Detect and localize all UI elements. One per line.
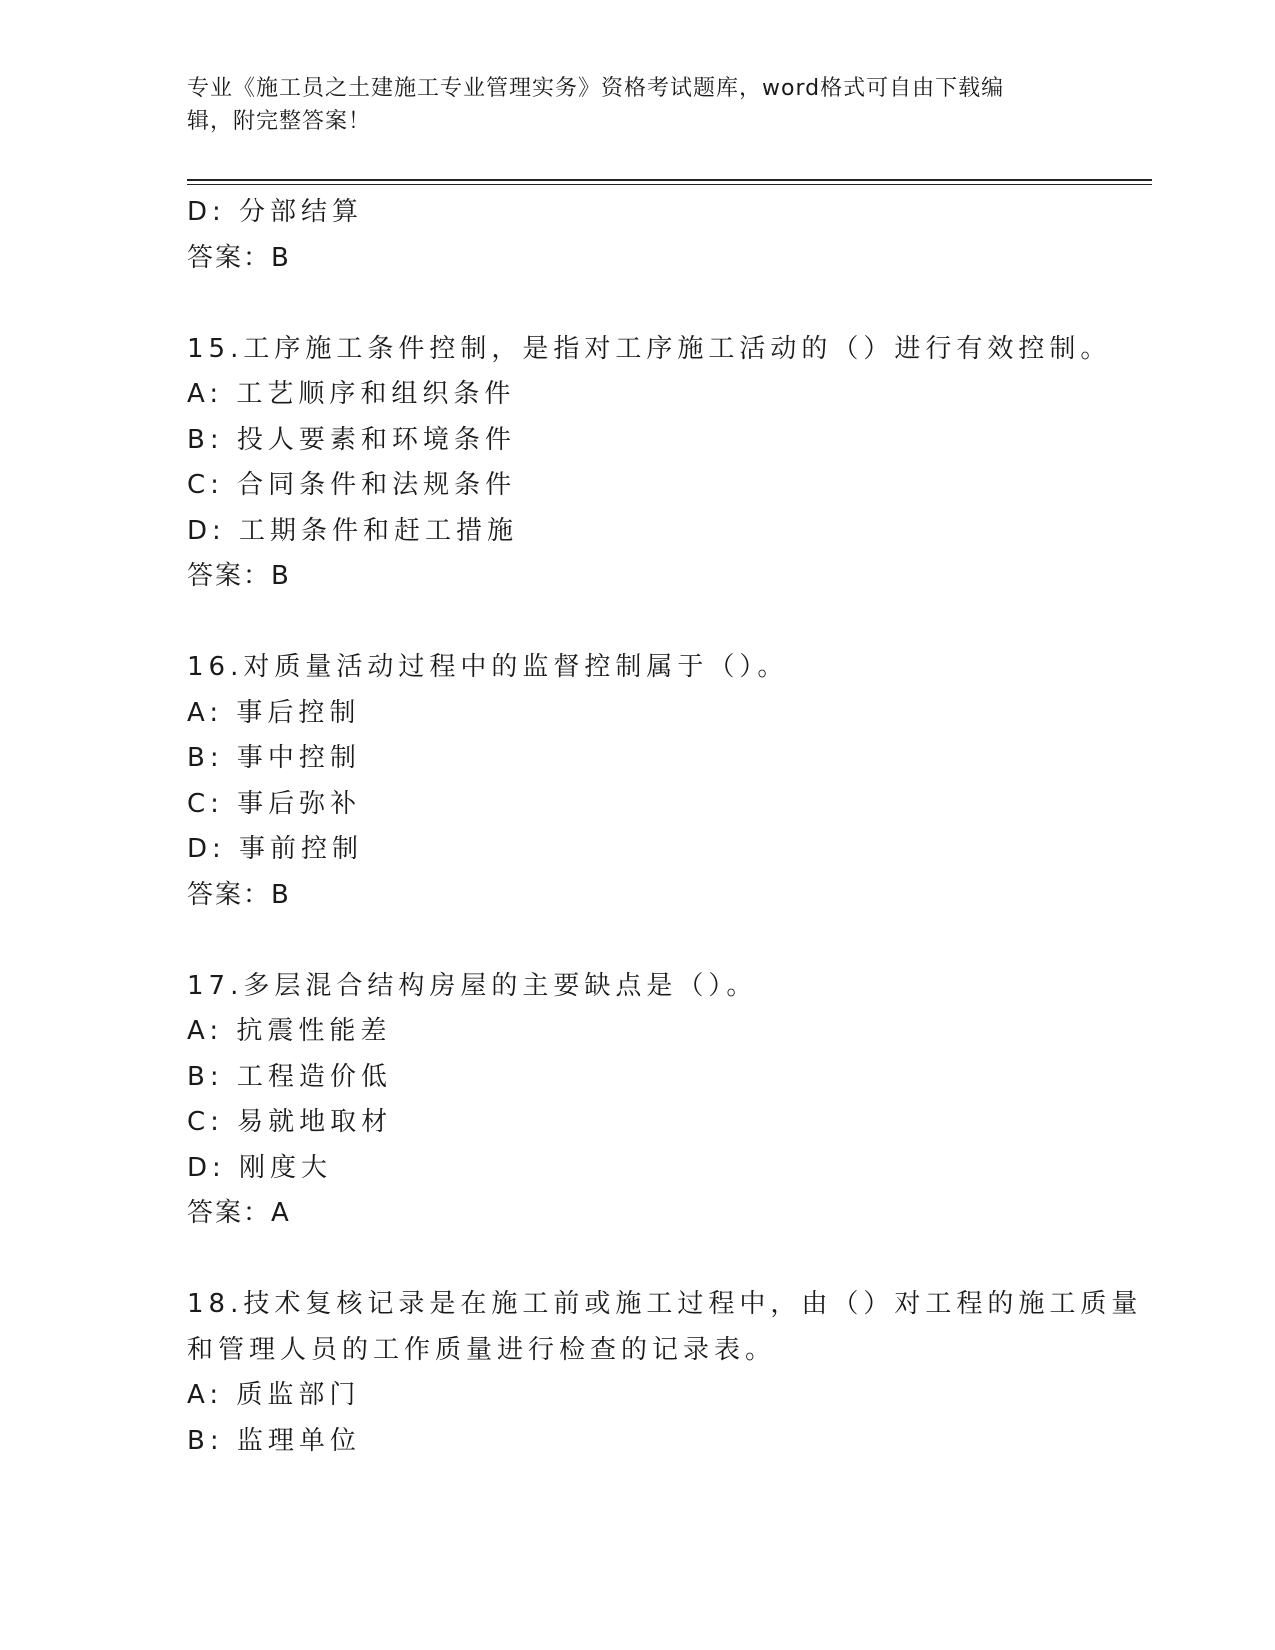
question-text: 和管理人员的工作质量进行检查的记录表。 <box>187 1334 777 1365</box>
block-spacer <box>187 1237 1087 1283</box>
option-text: B: 事中控制 <box>187 743 361 773</box>
header-line-1: 专业《施工员之土建施工专业管理实务》资格考试题库，word格式可自由下载编 <box>187 76 1005 101</box>
question-text: 15.工序施工条件控制，是指对工序施工活动的（）进行有效控制。 <box>187 333 1112 364</box>
option-text: C: 易就地取材 <box>187 1107 393 1137</box>
answer-text: 答案：B <box>187 879 291 910</box>
option-text: B: 投人要素和环境条件 <box>187 424 516 455</box>
header-rule-thin <box>187 184 1152 185</box>
option-text: A: 质监部门 <box>187 1380 361 1410</box>
block-spacer <box>187 281 1087 327</box>
question-text: 18.技术复核记录是在施工前或施工过程中，由（）对工程的施工质量 <box>187 1289 1143 1319</box>
header-line-2: 辑，附完整答案！ <box>187 109 372 134</box>
block-spacer <box>187 600 1087 646</box>
answer-text: 答案：B <box>187 561 291 591</box>
answer-text: 答案：B <box>187 242 291 273</box>
header-rule-thick <box>187 179 1152 181</box>
question-text: 17.多层混合结构房屋的主要缺点是（）。 <box>187 970 758 1001</box>
option-text: D: 事前控制 <box>187 834 364 864</box>
option-text: B: 监理单位 <box>187 1425 361 1456</box>
option-text: A: 抗震性能差 <box>187 1016 392 1046</box>
question-content <box>187 190 1143 1464</box>
answer-text: 答案：A <box>187 1198 291 1228</box>
option-text: B: 工程造价低 <box>187 1061 392 1092</box>
question-text: 16.对质量活动过程中的监督控制属于（）。 <box>187 652 789 682</box>
option-text: D: 工期条件和赶工措施 <box>187 515 519 546</box>
block-spacer <box>187 918 1087 964</box>
option-text: C: 合同条件和法规条件 <box>187 470 517 500</box>
option-text: C: 事后弥补 <box>187 788 362 819</box>
option-text: D: 分部结算 <box>187 197 364 227</box>
option-text: D: 刚度大 <box>187 1152 333 1183</box>
document-header <box>187 72 1067 138</box>
option-text: A: 事后控制 <box>187 697 361 728</box>
option-text: A: 工艺顺序和组织条件 <box>187 379 516 409</box>
